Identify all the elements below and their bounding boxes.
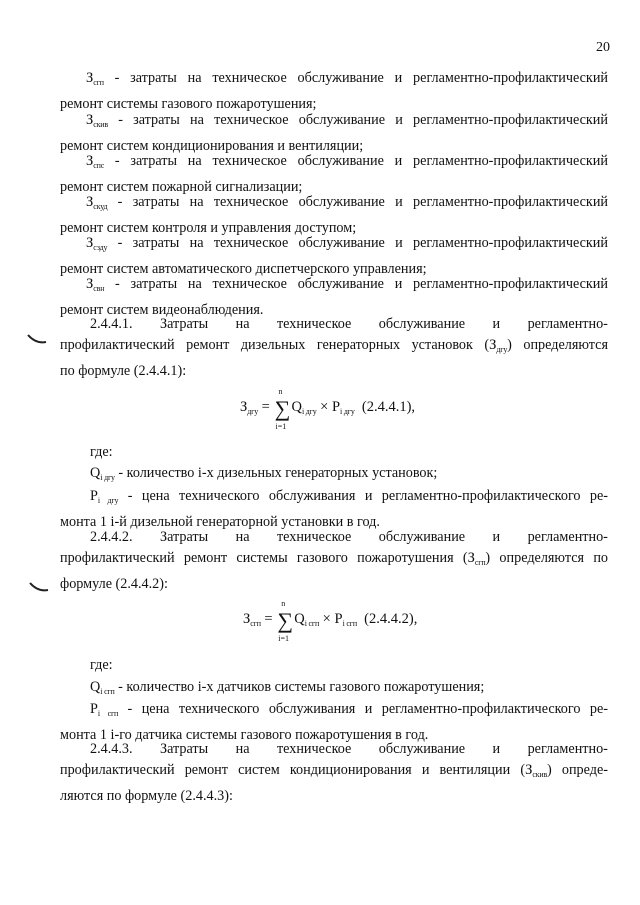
text: ) опреде-	[547, 761, 609, 778]
formula-p: P	[331, 399, 341, 415]
word: обслуживание	[378, 316, 466, 332]
symbol-subscript: i сгп	[97, 709, 119, 718]
section-line: по формуле (2.4.4.1):	[60, 362, 187, 379]
symbol-subscript: i дгу	[100, 473, 115, 482]
formula-number: (2.4.4.1),	[361, 399, 416, 415]
binding-mark-icon	[26, 332, 48, 346]
definition-text: - затраты на техническое обслуживание и регламентно-профилактический	[117, 194, 608, 210]
equals-sign: =	[264, 611, 273, 627]
symbol-subscript: спс	[93, 161, 105, 170]
definition-text: - затраты на техническое обслуживание и регламентно-профилактический	[117, 235, 608, 251]
definition-text: - цена технического обслуживания и регламентно-профилактического ре-	[127, 701, 609, 717]
text: профилактический ремонт дизельных генераторных установок (	[60, 336, 490, 353]
symbol: З	[86, 153, 94, 169]
formula-q-subscript: i сгп	[304, 619, 320, 628]
definition-text: - затраты на техническое обслуживание и регламентно-профилактический	[115, 276, 608, 292]
symbol: З	[86, 112, 94, 128]
symbol-subscript: скив	[532, 769, 548, 779]
definition-continuation: ремонт систем контроля и управления доступом;	[60, 219, 357, 236]
sum-lower-limit: i=1	[275, 422, 287, 431]
where-label: где:	[90, 657, 113, 673]
times-sign: ×	[322, 611, 331, 627]
symbol-subscript: i сгп	[100, 687, 115, 696]
symbol: З	[86, 276, 94, 292]
word: регламентно-	[527, 529, 608, 545]
section-line: ляются по формуле (2.4.4.3):	[60, 787, 233, 804]
equals-sign: =	[261, 399, 270, 415]
where-label: где:	[90, 444, 113, 460]
sum-icon: ∑ n i=1	[274, 387, 291, 431]
symbol-subscript: сзду	[93, 243, 108, 252]
word: обслуживание	[378, 529, 466, 545]
symbol: З	[467, 549, 475, 566]
word: регламентно-	[527, 741, 608, 757]
word: на	[235, 741, 250, 757]
section-heading-line	[60, 739, 608, 760]
definition-continuation: ремонт системы газового пожаротушения;	[60, 95, 317, 112]
q-definition	[60, 463, 608, 489]
times-sign: ×	[320, 399, 329, 415]
text: профилактический ремонт системы газового пожаротушения (	[60, 549, 468, 566]
definition-text: - цена технического обслуживания и регламентно-профилактического ре-	[127, 488, 609, 504]
symbol: З	[525, 761, 533, 778]
section-2-4-4-1	[60, 314, 608, 381]
word: техническое	[276, 529, 352, 545]
definition-item	[60, 233, 608, 280]
symbol-subscript: дгу	[496, 344, 508, 354]
formula-lhs: З	[240, 399, 248, 415]
formula-number: (2.4.4.2),	[364, 611, 418, 627]
word: техническое	[276, 741, 352, 757]
word: регламентно-	[527, 316, 608, 332]
formula-p-subscript: i сгп	[342, 619, 357, 628]
section-number: 2.4.4.2.	[90, 529, 133, 545]
symbol-subscript: скуд	[93, 202, 108, 211]
symbol: З	[86, 194, 94, 210]
definition-text: - затраты на техническое обслуживание и регламентно-профилактический	[118, 112, 608, 128]
formula-p: P	[334, 611, 343, 627]
symbol-subscript: сгп	[474, 557, 486, 567]
definition-continuation: ремонт систем кондиционирования и вентиляции;	[60, 137, 364, 154]
definition-continuation: монта 1 i-го датчика системы газового пожаротушения в год.	[60, 726, 429, 743]
symbol-subscript: свн	[93, 284, 105, 293]
definition-item	[60, 110, 608, 157]
word: техническое	[276, 316, 352, 332]
word: на	[235, 316, 250, 332]
formula-q: Q	[291, 399, 302, 415]
formula-q: Q	[294, 611, 305, 627]
word: и	[492, 529, 501, 545]
definition-continuation: ремонт систем пожарной сигнализации;	[60, 178, 303, 195]
definition-line	[60, 486, 608, 512]
sum-lower-limit: i=1	[278, 634, 289, 643]
symbol-subscript: сгп	[93, 78, 104, 87]
definition-text: - количество i-х дизельных генераторных установок;	[118, 465, 438, 481]
word: на	[235, 529, 250, 545]
section-number: 2.4.4.1.	[90, 316, 133, 332]
section-2-4-4-3	[60, 739, 608, 806]
symbol: З	[86, 235, 94, 251]
p-definition	[60, 486, 608, 533]
definition-line	[60, 699, 608, 725]
section-heading-line	[60, 527, 608, 548]
definition-text: - затраты на техническое обслуживание и регламентно-профилактический	[114, 153, 608, 169]
word: и	[492, 316, 501, 332]
formula-lhs: З	[243, 611, 251, 627]
section-number: 2.4.4.3.	[90, 741, 133, 757]
definition-text: - затраты на техническое обслуживание и регламентно-профилактический	[114, 70, 609, 86]
formula-2-4-4-2	[243, 599, 418, 643]
binding-mark-icon	[28, 580, 50, 594]
definition-continuation: монта 1 i-й дизельной генераторной установки в год.	[60, 513, 380, 530]
section-heading-line	[60, 314, 608, 335]
definition-item	[60, 192, 608, 239]
definition-continuation: ремонт систем видеонаблюдения.	[60, 301, 264, 318]
section-line	[60, 548, 608, 574]
text: ) определяются	[507, 336, 608, 353]
formula-q-subscript: i дгу	[301, 407, 317, 416]
symbol: P	[90, 701, 98, 717]
sum-icon: ∑ n i=1	[277, 599, 294, 643]
page-number: 20	[596, 40, 610, 55]
symbol: P	[90, 488, 98, 504]
symbol: Q	[90, 679, 101, 695]
word: обслуживание	[378, 741, 466, 757]
word: Затраты	[160, 316, 209, 332]
symbol: З	[86, 70, 94, 86]
sum-upper-limit: n	[278, 387, 283, 396]
section-line	[60, 335, 608, 361]
word: Затраты	[160, 529, 209, 545]
text: ) определяются по	[485, 549, 609, 566]
word: Затраты	[160, 741, 209, 757]
symbol-subscript: i дгу	[97, 496, 119, 505]
formula-lhs-subscript: дгу	[247, 407, 259, 416]
section-line	[60, 760, 608, 786]
formula-p-subscript: i дгу	[340, 407, 355, 416]
definition-item	[60, 151, 608, 198]
section-line: формуле (2.4.4.2):	[60, 575, 168, 592]
formula-2-4-4-1	[240, 387, 416, 431]
section-2-4-4-2	[60, 527, 608, 594]
definition-item	[60, 68, 609, 115]
text: профилактический ремонт систем кондиционирования и вентиляции (	[60, 761, 526, 778]
symbol: Q	[90, 465, 101, 481]
definition-continuation: ремонт систем автоматического диспетчерского управления;	[60, 260, 427, 277]
word: и	[492, 741, 501, 757]
sum-upper-limit: n	[281, 599, 286, 608]
definition-text: - количество i-х датчиков системы газового пожаротушения;	[118, 679, 485, 695]
symbol: З	[489, 336, 497, 353]
symbol-subscript: скив	[93, 120, 108, 129]
formula-lhs-subscript: сгп	[250, 619, 261, 628]
